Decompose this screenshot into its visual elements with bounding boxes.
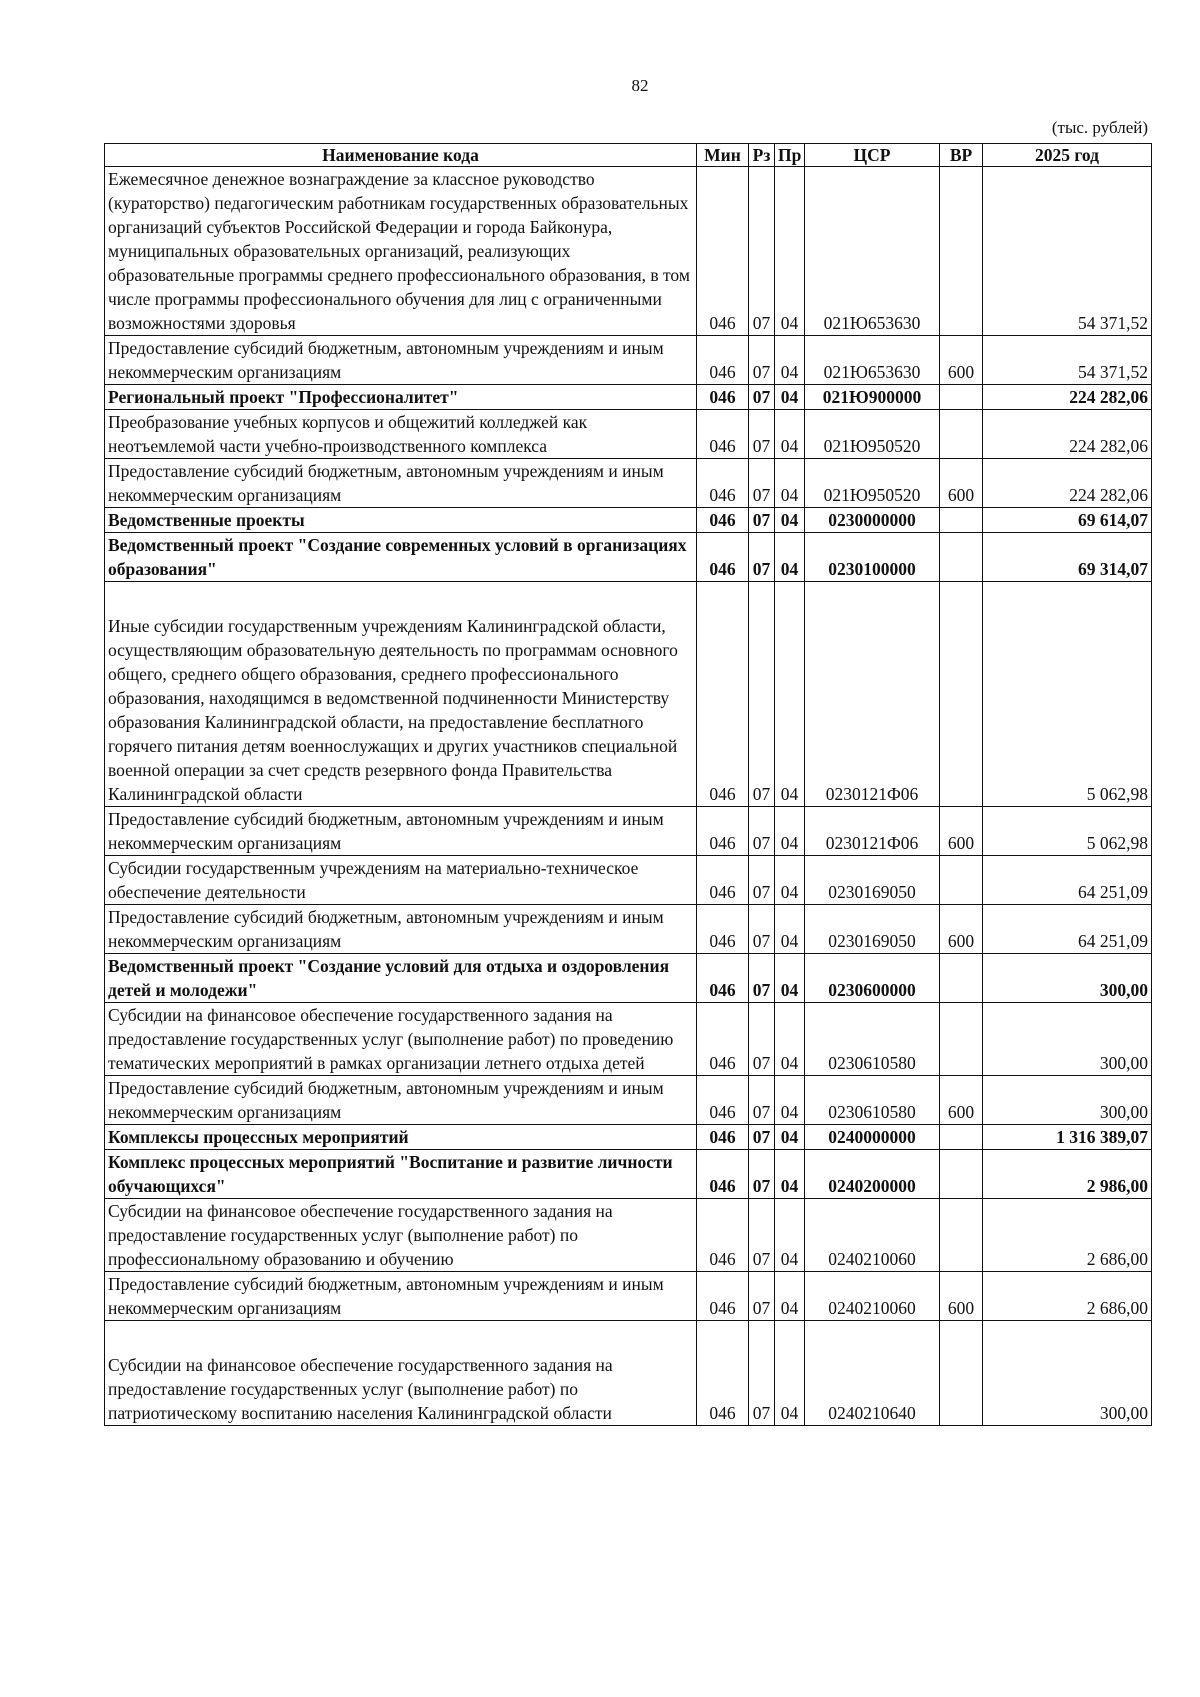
header-vr: ВР — [940, 144, 983, 167]
row-csr: 0230121Ф06 — [805, 582, 940, 807]
row-amount: 224 282,06 — [983, 459, 1152, 508]
table-row — [105, 336, 1152, 385]
row-amount: 300,00 — [983, 954, 1152, 1003]
header-amount: 2025 год — [983, 144, 1152, 167]
row-amount: 1 316 389,07 — [983, 1125, 1152, 1150]
row-vr — [940, 582, 983, 807]
row-pr: 04 — [775, 954, 805, 1003]
row-name: Предоставление субсидий бюджетным, автономным учреждениям и иным некоммерческим организациям — [105, 1076, 697, 1125]
row-name: Комплекс процессных мероприятий "Воспитание и развитие личности обучающихся" — [105, 1150, 697, 1199]
row-min: 046 — [697, 905, 749, 954]
row-csr: 021Ю900000 — [805, 385, 940, 410]
row-name: Региональный проект "Профессионалитет" — [105, 385, 697, 410]
header-name: Наименование кода — [105, 144, 697, 167]
row-rz: 07 — [749, 856, 775, 905]
row-min: 046 — [697, 1150, 749, 1199]
table-row — [105, 954, 1152, 1003]
header-min: Мин — [697, 144, 749, 167]
row-min: 046 — [697, 336, 749, 385]
row-amount: 64 251,09 — [983, 905, 1152, 954]
table-row — [105, 167, 1152, 336]
row-min: 046 — [697, 385, 749, 410]
row-vr — [940, 533, 983, 582]
row-csr: 0240210060 — [805, 1272, 940, 1321]
row-csr: 0240210060 — [805, 1199, 940, 1272]
table-row — [105, 1199, 1152, 1272]
row-vr — [940, 410, 983, 459]
row-min: 046 — [697, 410, 749, 459]
table-row — [105, 856, 1152, 905]
row-vr — [940, 954, 983, 1003]
row-rz: 07 — [749, 582, 775, 807]
row-rz: 07 — [749, 385, 775, 410]
row-min: 046 — [697, 1125, 749, 1150]
row-vr — [940, 1150, 983, 1199]
row-amount: 2 686,00 — [983, 1272, 1152, 1321]
row-rz: 07 — [749, 533, 775, 582]
row-amount: 69 314,07 — [983, 533, 1152, 582]
row-amount: 54 371,52 — [983, 336, 1152, 385]
row-vr — [940, 1199, 983, 1272]
row-name: Преобразование учебных корпусов и общежитий колледжей как неотъемлемой части учебно-производственного комплекса — [105, 410, 697, 459]
row-pr: 04 — [775, 1199, 805, 1272]
row-rz: 07 — [749, 508, 775, 533]
row-vr: 600 — [940, 905, 983, 954]
row-min: 046 — [697, 1199, 749, 1272]
row-rz: 07 — [749, 167, 775, 336]
row-csr: 0230600000 — [805, 954, 940, 1003]
row-pr: 04 — [775, 807, 805, 856]
row-amount: 5 062,98 — [983, 582, 1152, 807]
row-min: 046 — [697, 856, 749, 905]
row-rz: 07 — [749, 954, 775, 1003]
row-min: 046 — [697, 807, 749, 856]
row-vr: 600 — [940, 336, 983, 385]
row-vr — [940, 508, 983, 533]
row-csr: 021Ю950520 — [805, 410, 940, 459]
row-name: Предоставление субсидий бюджетным, автономным учреждениям и иным некоммерческим организациям — [105, 807, 697, 856]
row-name: Предоставление субсидий бюджетным, автономным учреждениям и иным некоммерческим организациям — [105, 336, 697, 385]
row-rz: 07 — [749, 1076, 775, 1125]
row-csr: 0230169050 — [805, 856, 940, 905]
row-pr: 04 — [775, 385, 805, 410]
table-row — [105, 410, 1152, 459]
row-csr: 021Ю653630 — [805, 167, 940, 336]
row-name: Субсидии на финансовое обеспечение государственного задания на предоставление государственных услуг (выполнение работ) по профессиональному образованию и обучению — [105, 1199, 697, 1272]
row-rz: 07 — [749, 410, 775, 459]
row-amount: 300,00 — [983, 1076, 1152, 1125]
row-min: 046 — [697, 582, 749, 807]
row-rz: 07 — [749, 1199, 775, 1272]
row-min: 046 — [697, 459, 749, 508]
row-csr: 0230100000 — [805, 533, 940, 582]
row-pr: 04 — [775, 1321, 805, 1426]
table-row — [105, 905, 1152, 954]
row-vr — [940, 385, 983, 410]
row-vr: 600 — [940, 459, 983, 508]
row-vr — [940, 167, 983, 336]
row-min: 046 — [697, 1076, 749, 1125]
row-min: 046 — [697, 1321, 749, 1426]
row-pr: 04 — [775, 1003, 805, 1076]
row-name: Предоставление субсидий бюджетным, автономным учреждениям и иным некоммерческим организациям — [105, 905, 697, 954]
header-rz: Рз — [749, 144, 775, 167]
row-name: Комплексы процессных мероприятий — [105, 1125, 697, 1150]
row-min: 046 — [697, 167, 749, 336]
units-note: (тыс. рублей) — [1051, 118, 1148, 137]
header-csr: ЦСР — [805, 144, 940, 167]
row-csr: 0230610580 — [805, 1076, 940, 1125]
row-name: Иные субсидии государственным учреждениям Калининградской области, осуществляющим образовательную деятельность по программам основного общего, среднего общего образования, среднего профессионального образования, находящимся в ведомственной подчиненности Министерству образования Калининградской области, на предоставление бесплатного горячего питания детям военнослужащих и других участников специальной военной операции за счет средств резервного фонда Правительства Калининградской области — [105, 582, 697, 807]
row-name: Ведомственный проект "Создание современных условий в организациях образования" — [105, 533, 697, 582]
row-rz: 07 — [749, 1003, 775, 1076]
row-name: Субсидии государственным учреждениям на материально-техническое обеспечение деятельности — [105, 856, 697, 905]
row-pr: 04 — [775, 905, 805, 954]
row-vr: 600 — [940, 807, 983, 856]
row-pr: 04 — [775, 1272, 805, 1321]
row-pr: 04 — [775, 1076, 805, 1125]
row-pr: 04 — [775, 533, 805, 582]
row-amount: 69 614,07 — [983, 508, 1152, 533]
row-rz: 07 — [749, 905, 775, 954]
row-name: Ежемесячное денежное вознаграждение за классное руководство (кураторство) педагогическим работникам государственных образовательных организаций субъектов Российской Федерации и города Байконура, муниципальных образовательных организаций, реализующих образовательные программы среднего профессионального образования, в том числе программы профессионального обучения для лиц с ограниченными возможностями здоровья — [105, 167, 697, 336]
row-csr: 021Ю653630 — [805, 336, 940, 385]
row-pr: 04 — [775, 336, 805, 385]
budget-table — [104, 143, 1152, 1426]
row-rz: 07 — [749, 1272, 775, 1321]
table-row — [105, 582, 1152, 807]
table-row — [105, 508, 1152, 533]
table-row — [105, 1125, 1152, 1150]
table-row — [105, 1003, 1152, 1076]
row-pr: 04 — [775, 410, 805, 459]
table-row — [105, 385, 1152, 410]
row-min: 046 — [697, 508, 749, 533]
table-row — [105, 459, 1152, 508]
row-pr: 04 — [775, 1150, 805, 1199]
row-amount: 5 062,98 — [983, 807, 1152, 856]
table-row — [105, 807, 1152, 856]
row-rz: 07 — [749, 336, 775, 385]
row-rz: 07 — [749, 1150, 775, 1199]
row-rz: 07 — [749, 1125, 775, 1150]
row-amount: 64 251,09 — [983, 856, 1152, 905]
row-rz: 07 — [749, 459, 775, 508]
row-csr: 0240210640 — [805, 1321, 940, 1426]
row-vr: 600 — [940, 1272, 983, 1321]
row-pr: 04 — [775, 1125, 805, 1150]
row-name: Субсидии на финансовое обеспечение государственного задания на предоставление государственных услуг (выполнение работ) по патриотическому воспитанию населения Калининградской области — [105, 1321, 697, 1426]
row-csr: 0240200000 — [805, 1150, 940, 1199]
row-vr: 600 — [940, 1076, 983, 1125]
row-amount: 224 282,06 — [983, 385, 1152, 410]
table-row — [105, 1150, 1152, 1199]
header-pr: Пр — [775, 144, 805, 167]
row-vr — [940, 1125, 983, 1150]
row-min: 046 — [697, 533, 749, 582]
row-csr: 0240000000 — [805, 1125, 940, 1150]
table-row — [105, 533, 1152, 582]
row-pr: 04 — [775, 167, 805, 336]
row-min: 046 — [697, 954, 749, 1003]
row-amount: 2 686,00 — [983, 1199, 1152, 1272]
row-csr: 0230610580 — [805, 1003, 940, 1076]
row-amount: 224 282,06 — [983, 410, 1152, 459]
row-min: 046 — [697, 1003, 749, 1076]
row-csr: 0230121Ф06 — [805, 807, 940, 856]
row-amount: 54 371,52 — [983, 167, 1152, 336]
table-header — [105, 144, 1152, 167]
page-number: 82 — [631, 76, 649, 95]
row-vr — [940, 856, 983, 905]
row-pr: 04 — [775, 856, 805, 905]
row-csr: 0230000000 — [805, 508, 940, 533]
row-pr: 04 — [775, 582, 805, 807]
row-rz: 07 — [749, 807, 775, 856]
row-pr: 04 — [775, 459, 805, 508]
row-amount: 300,00 — [983, 1003, 1152, 1076]
row-vr — [940, 1321, 983, 1426]
row-amount: 300,00 — [983, 1321, 1152, 1426]
row-min: 046 — [697, 1272, 749, 1321]
row-name: Ведомственные проекты — [105, 508, 697, 533]
row-name: Предоставление субсидий бюджетным, автономным учреждениям и иным некоммерческим организациям — [105, 1272, 697, 1321]
table-row — [105, 1272, 1152, 1321]
row-name: Предоставление субсидий бюджетным, автономным учреждениям и иным некоммерческим организациям — [105, 459, 697, 508]
row-vr — [940, 1003, 983, 1076]
row-amount: 2 986,00 — [983, 1150, 1152, 1199]
row-pr: 04 — [775, 508, 805, 533]
row-csr: 0230169050 — [805, 905, 940, 954]
row-name: Ведомственный проект "Создание условий для отдыха и оздоровления детей и молодежи" — [105, 954, 697, 1003]
row-name: Субсидии на финансовое обеспечение государственного задания на предоставление государственных услуг (выполнение работ) по проведению тематических мероприятий в рамках организации летнего отдыха детей — [105, 1003, 697, 1076]
row-csr: 021Ю950520 — [805, 459, 940, 508]
table-row — [105, 1076, 1152, 1125]
table-row — [105, 1321, 1152, 1426]
row-rz: 07 — [749, 1321, 775, 1426]
